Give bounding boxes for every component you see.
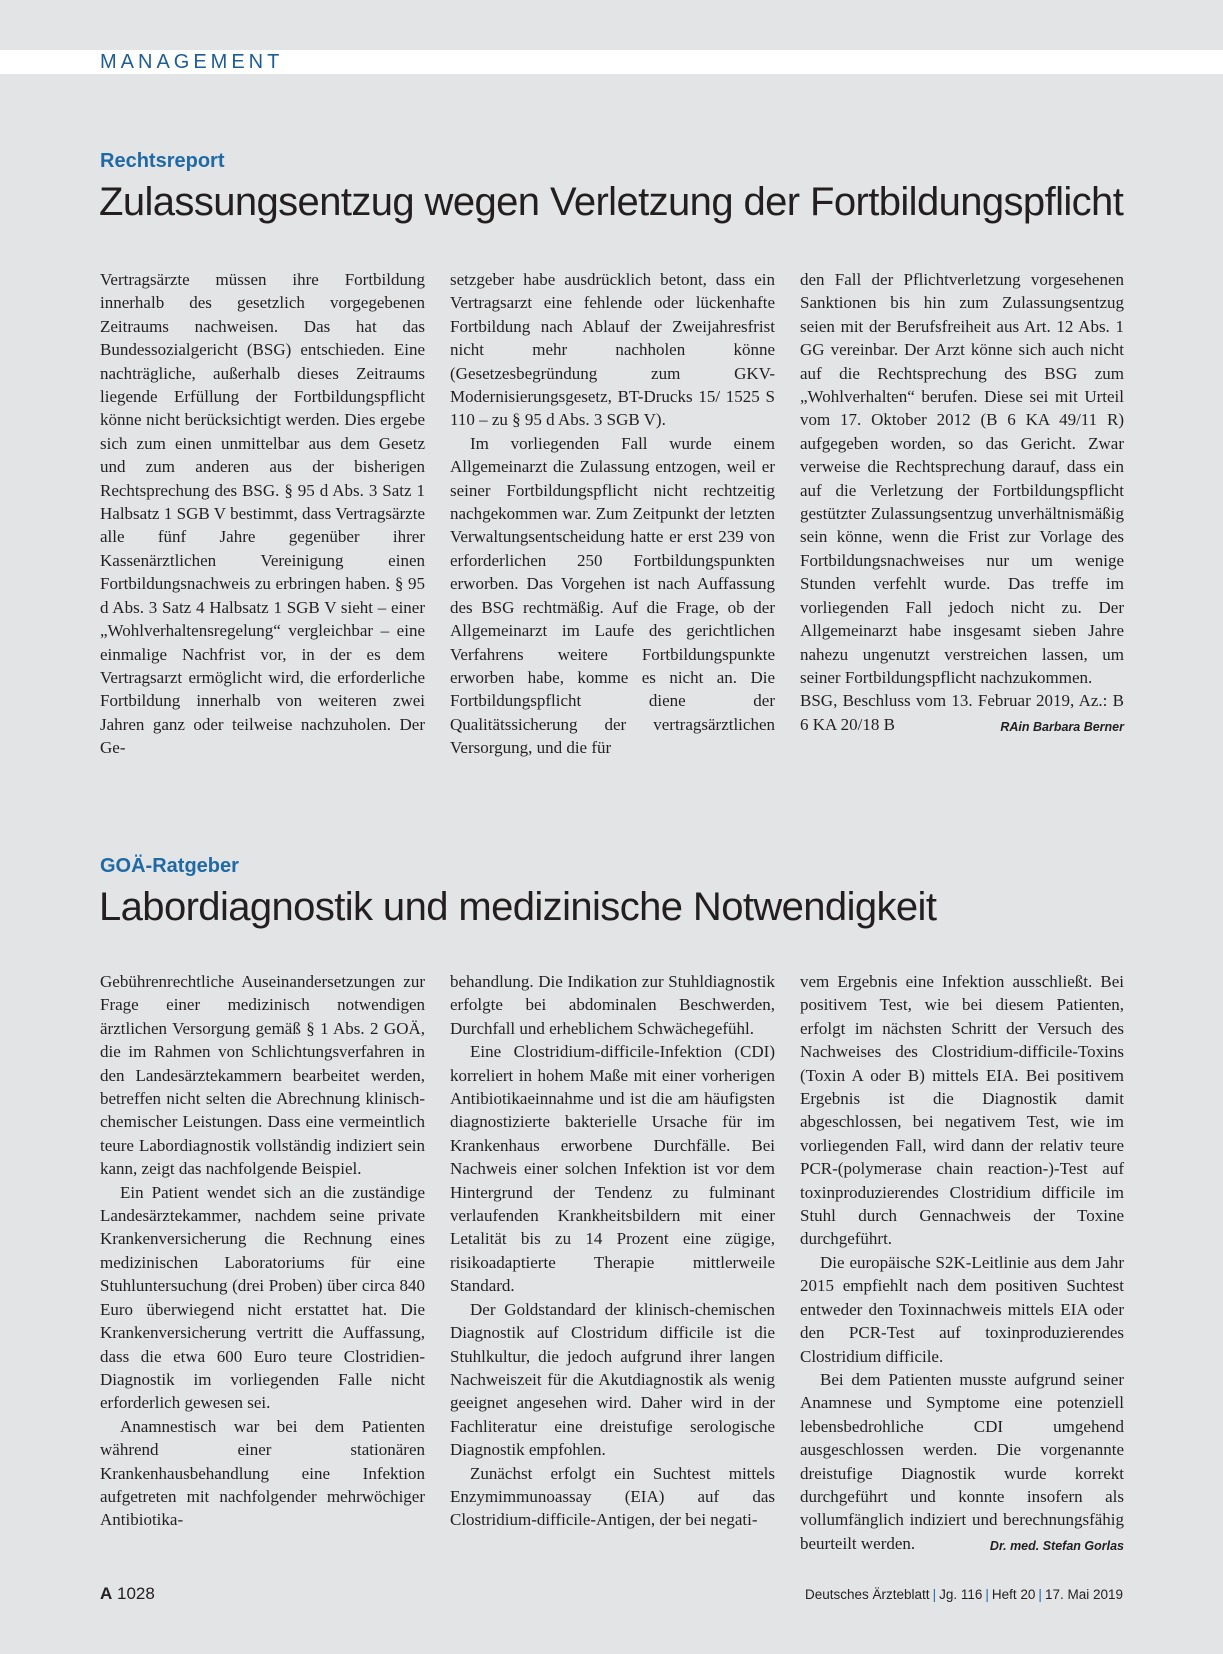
article2-author: Dr. med. Stefan Gorlas: [989, 1538, 1124, 1553]
journal-date: 17. Mai 2019: [1044, 1587, 1123, 1602]
article1-author: RAin Barbara Berner: [1000, 719, 1124, 734]
journal-name: Deutsches Ärzteblatt: [805, 1587, 930, 1602]
article1-column-2: [450, 268, 775, 760]
article2-column-2: [450, 970, 775, 1558]
separator: |: [932, 1587, 937, 1602]
article1-paragraph: setzgeber habe ausdrücklich betont, dass ein Vertragsarzt eine fehlende oder lückenhafte Fortbildung nach Ablauf der Zweijahresfrist nicht mehr nachholen könne (Gesetzesbegründung zum GKV-Modernisierungsgesetz, BT-Drucks 15/ 1525 S 110 – zu § 95 d Abs. 3 SGB V).: [450, 270, 775, 430]
article2-column-3: [800, 970, 1124, 1558]
article1-citation: [800, 689, 1124, 736]
journal-volume: Jg. 116: [939, 1587, 983, 1602]
journal-issue: Heft 20: [991, 1587, 1036, 1602]
article2-paragraph: [800, 1368, 1124, 1555]
separator: |: [985, 1587, 989, 1602]
article1-title: Zulassungsentzug wegen Verletzung der Fortbildungspflicht: [99, 180, 1124, 224]
article1-column-1: [100, 268, 425, 760]
top-margin: [0, 0, 1223, 50]
article2-paragraph: Die europäische S2K-Leitlinie aus dem Jahr 2015 empfiehlt nach dem positiven Suchtest entweder den Toxinnachweis mittels EIA oder den PCR-Test auf toxinproduzierendes Clostridium difficile.: [800, 1252, 1124, 1366]
article1-paragraph: den Fall der Pflichtverletzung vorgesehenen Sanktionen bis hin zum Zulassungsentzug seien mit der Berufsfreiheit aus Art. 12 Abs. 1 GG vereinbar. Der Arzt könne sich auch nicht auf die Rechtsprechung des BSG zum „Wohlverhalten“ berufen. Diese sei mit Urteil vom 17. Oktober 2012 (B 6 KA 49/11 R) aufgegeben worden, so das Gericht. Zwar verweise die Rechtsprechung darauf, dass ein auf die Verletzung der Fortbildungspflicht gestützter Zulassungsentzug unverhältnismäßig sein könne, wenn die Frist zur Vorlage des Fortbildungsnachweises nur um wenige Stunden verfehlt wurde. Das treffe im vorliegenden Fall jedoch nicht zu. Der Allgemeinarzt habe insgesamt sieben Jahre nahezu ungenutzt verstreichen lassen, um seiner Fortbildungspflicht nachzukommen.: [800, 270, 1124, 687]
section-label: MANAGEMENT: [100, 51, 284, 73]
article1-paragraph: Im vorliegenden Fall wurde einem Allgemeinarzt die Zulassung entzogen, weil er seiner Fortbildungspflicht nicht rechtzeitig nachgekommen war. Zum Zeitpunkt der letzten Verwaltungsentscheidung hatte er erst 239 von erforderlichen 250 Fortbildungspunkten erworben. Das Vorgehen ist nach Auffassung des BSG rechtmäßig. Auf die Frage, ob der Allgemeinarzt im Laufe des gerichtlichen Verfahrens weitere Fortbildungspunkte erworben habe, komme es nicht an. Die Fortbildungspflicht diene der Qualitätssicherung der vertragsärztlichen Versorgung, und die für: [450, 433, 775, 758]
article2-paragraph: Eine Clostridium-difficile-Infektion (CDI) korreliert in hohem Maße mit einer vorherigen Antibiotikaeinnahme und ist die am häufigsten diagnostizierte bakterielle Ursache für im Krankenhaus erworbene Durchfälle. Bei Nachweis einer solchen Infektion ist vor dem Hintergrund der Tendenz zu fulminant verlaufenden Krankheitsbildern mit einer Letalität bis zu 14 Prozent eine zügige, risikoadaptierte Therapie mittlerweile Standard.: [450, 1042, 775, 1296]
article2-paragraph: Anamnestisch war bei dem Patienten während einer stationären Krankenhausbehandlung eine Infektion aufgetreten mit nachfolgender mehrwöchiger Antibiotika-: [100, 1416, 425, 1530]
article1-column-3: [800, 268, 1124, 760]
article2-column-1: [100, 970, 425, 1558]
page-number-value: 1028: [117, 1584, 155, 1603]
article2-title: Labordiagnostik und medizinische Notwendigkeit: [99, 885, 937, 929]
article2-kicker: GOÄ-Ratgeber: [100, 855, 239, 877]
article1-paragraph: Vertragsärzte müssen ihre Fortbildung innerhalb des gesetzlich vorgegebenen Zeitraums nachweisen. Das hat das Bundessozialgericht (BSG) entschieden. Eine nachträgliche, außerhalb dieses Zeitraums liegende Erfüllung der Fortbildungspflicht könne nicht berücksichtigt werden. Dies ergebe sich zum einen unmittelbar aus dem Gesetz und zum anderen aus der bisherigen Rechtsprechung des BSG. § 95 d Abs. 3 Satz 1 Halbsatz 1 SGB V bestimmt, dass Vertragsärzte alle fünf Jahre gegenüber ihrer Kassenärztlichen Vereinigung einen Fortbildungsnachweis zu erbringen haben. § 95 d Abs. 3 Satz 4 Halbsatz 1 SGB V sieht – einer „Wohlverhaltensregelung“ vergleichbar – eine einmalige Nachfrist vor, in der es dem Vertragsarzt ermöglicht wird, die erforderliche Fortbildung innerhalb von weiteren zwei Jahren ganz oder teilweise nachzuholen. Der Ge-: [100, 270, 425, 758]
article2-paragraph: Ein Patient wendet sich an die zuständige Landesärztekammer, nachdem seine private Krankenversicherung die Rechnung eines medizinischen Laboratoriums für eine Stuhluntersuchung (drei Proben) über circa 840 Euro überwiegend nicht erstattet hat. Die Krankenversicherung vertritt die Auffassung, dass die etwa 600 Euro teure Clostridien-Diagnostik im vorliegenden Falle nicht erforderlich gewesen sei.: [100, 1182, 425, 1413]
page-number: [100, 1584, 155, 1604]
article2-body: [100, 970, 1124, 1558]
separator: |: [1038, 1587, 1042, 1602]
article1-body: [100, 268, 1124, 760]
article2-paragraph: vem Ergebnis eine Infektion ausschließt. Bei positivem Test, wie bei diesem Patienten, erfolgt im nächsten Schritt der Versuch des Nachweises des Clostridium-difficile-Toxins (Toxin A oder B) mittels EIA. Bei positivem Ergebnis ist die Diagnostik damit abgeschlossen, bei negativem Test, wie im vorliegenden Fall, wird dann der relativ teure PCR-(polymerase chain reaction-)-Test auf toxinproduzierendes Clostridium difficile im Stuhl durch Gennachweis der Toxine durchgeführt.: [800, 972, 1124, 1249]
article2-paragraph-text: Bei dem Patienten musste aufgrund seiner Anamnese und Symptome eine potenziell lebensbedrohliche CDI umgehend ausgeschlossen werden. Die vorgenannte dreistufige Diagnostik wurde korrekt durchgeführt und konnte insofern als vollumfänglich indiziert und berechnungsfähig beurteilt werden.: [800, 1369, 1124, 1553]
article2-paragraph: Zunächst erfolgt ein Suchtest mittels Enzymimmunoassay (EIA) auf das Clostridium-difficile-Antigen, der bei negati-: [450, 1463, 775, 1530]
journal-info: [805, 1587, 1123, 1602]
article2-paragraph: behandlung. Die Indikation zur Stuhldiagnostik erfolgte bei abdominalen Beschwerden, Durchfall und erheblichem Schwächegefühl.: [450, 972, 775, 1038]
page-prefix: A: [100, 1584, 113, 1603]
citation-text: BSG, Beschluss vom 13. Februar 2019, Az.: B 6 KA 20/18 B: [800, 691, 1124, 734]
article2-paragraph: Der Goldstandard der klinisch-chemischen Diagnostik auf Clostridum difficile ist die Stuhlkultur, die jedoch aufgrund ihrer langen Nachweiszeit für die Akutdiagnostik als wenig geeignet angesehen wird. Daher wird in der Fachliteratur eine dreistufige serologische Diagnostik empfohlen.: [450, 1299, 775, 1460]
article1-kicker: Rechtsreport: [100, 150, 225, 172]
article2-paragraph: Gebührenrechtliche Auseinandersetzungen zur Frage einer medizinisch notwendigen ärztlichen Versorgung gemäß § 1 Abs. 2 GOÄ, die im Rahmen von Schlichtungsverfahren in den Landesärztekammern bearbeitet werden, betreffen nicht selten die Abrechnung klinisch-chemischer Leistungen. Dass eine vermeintlich teure Labordiagnostik vollständig indiziert sein kann, zeigt das nachfolgende Beispiel.: [100, 972, 425, 1179]
